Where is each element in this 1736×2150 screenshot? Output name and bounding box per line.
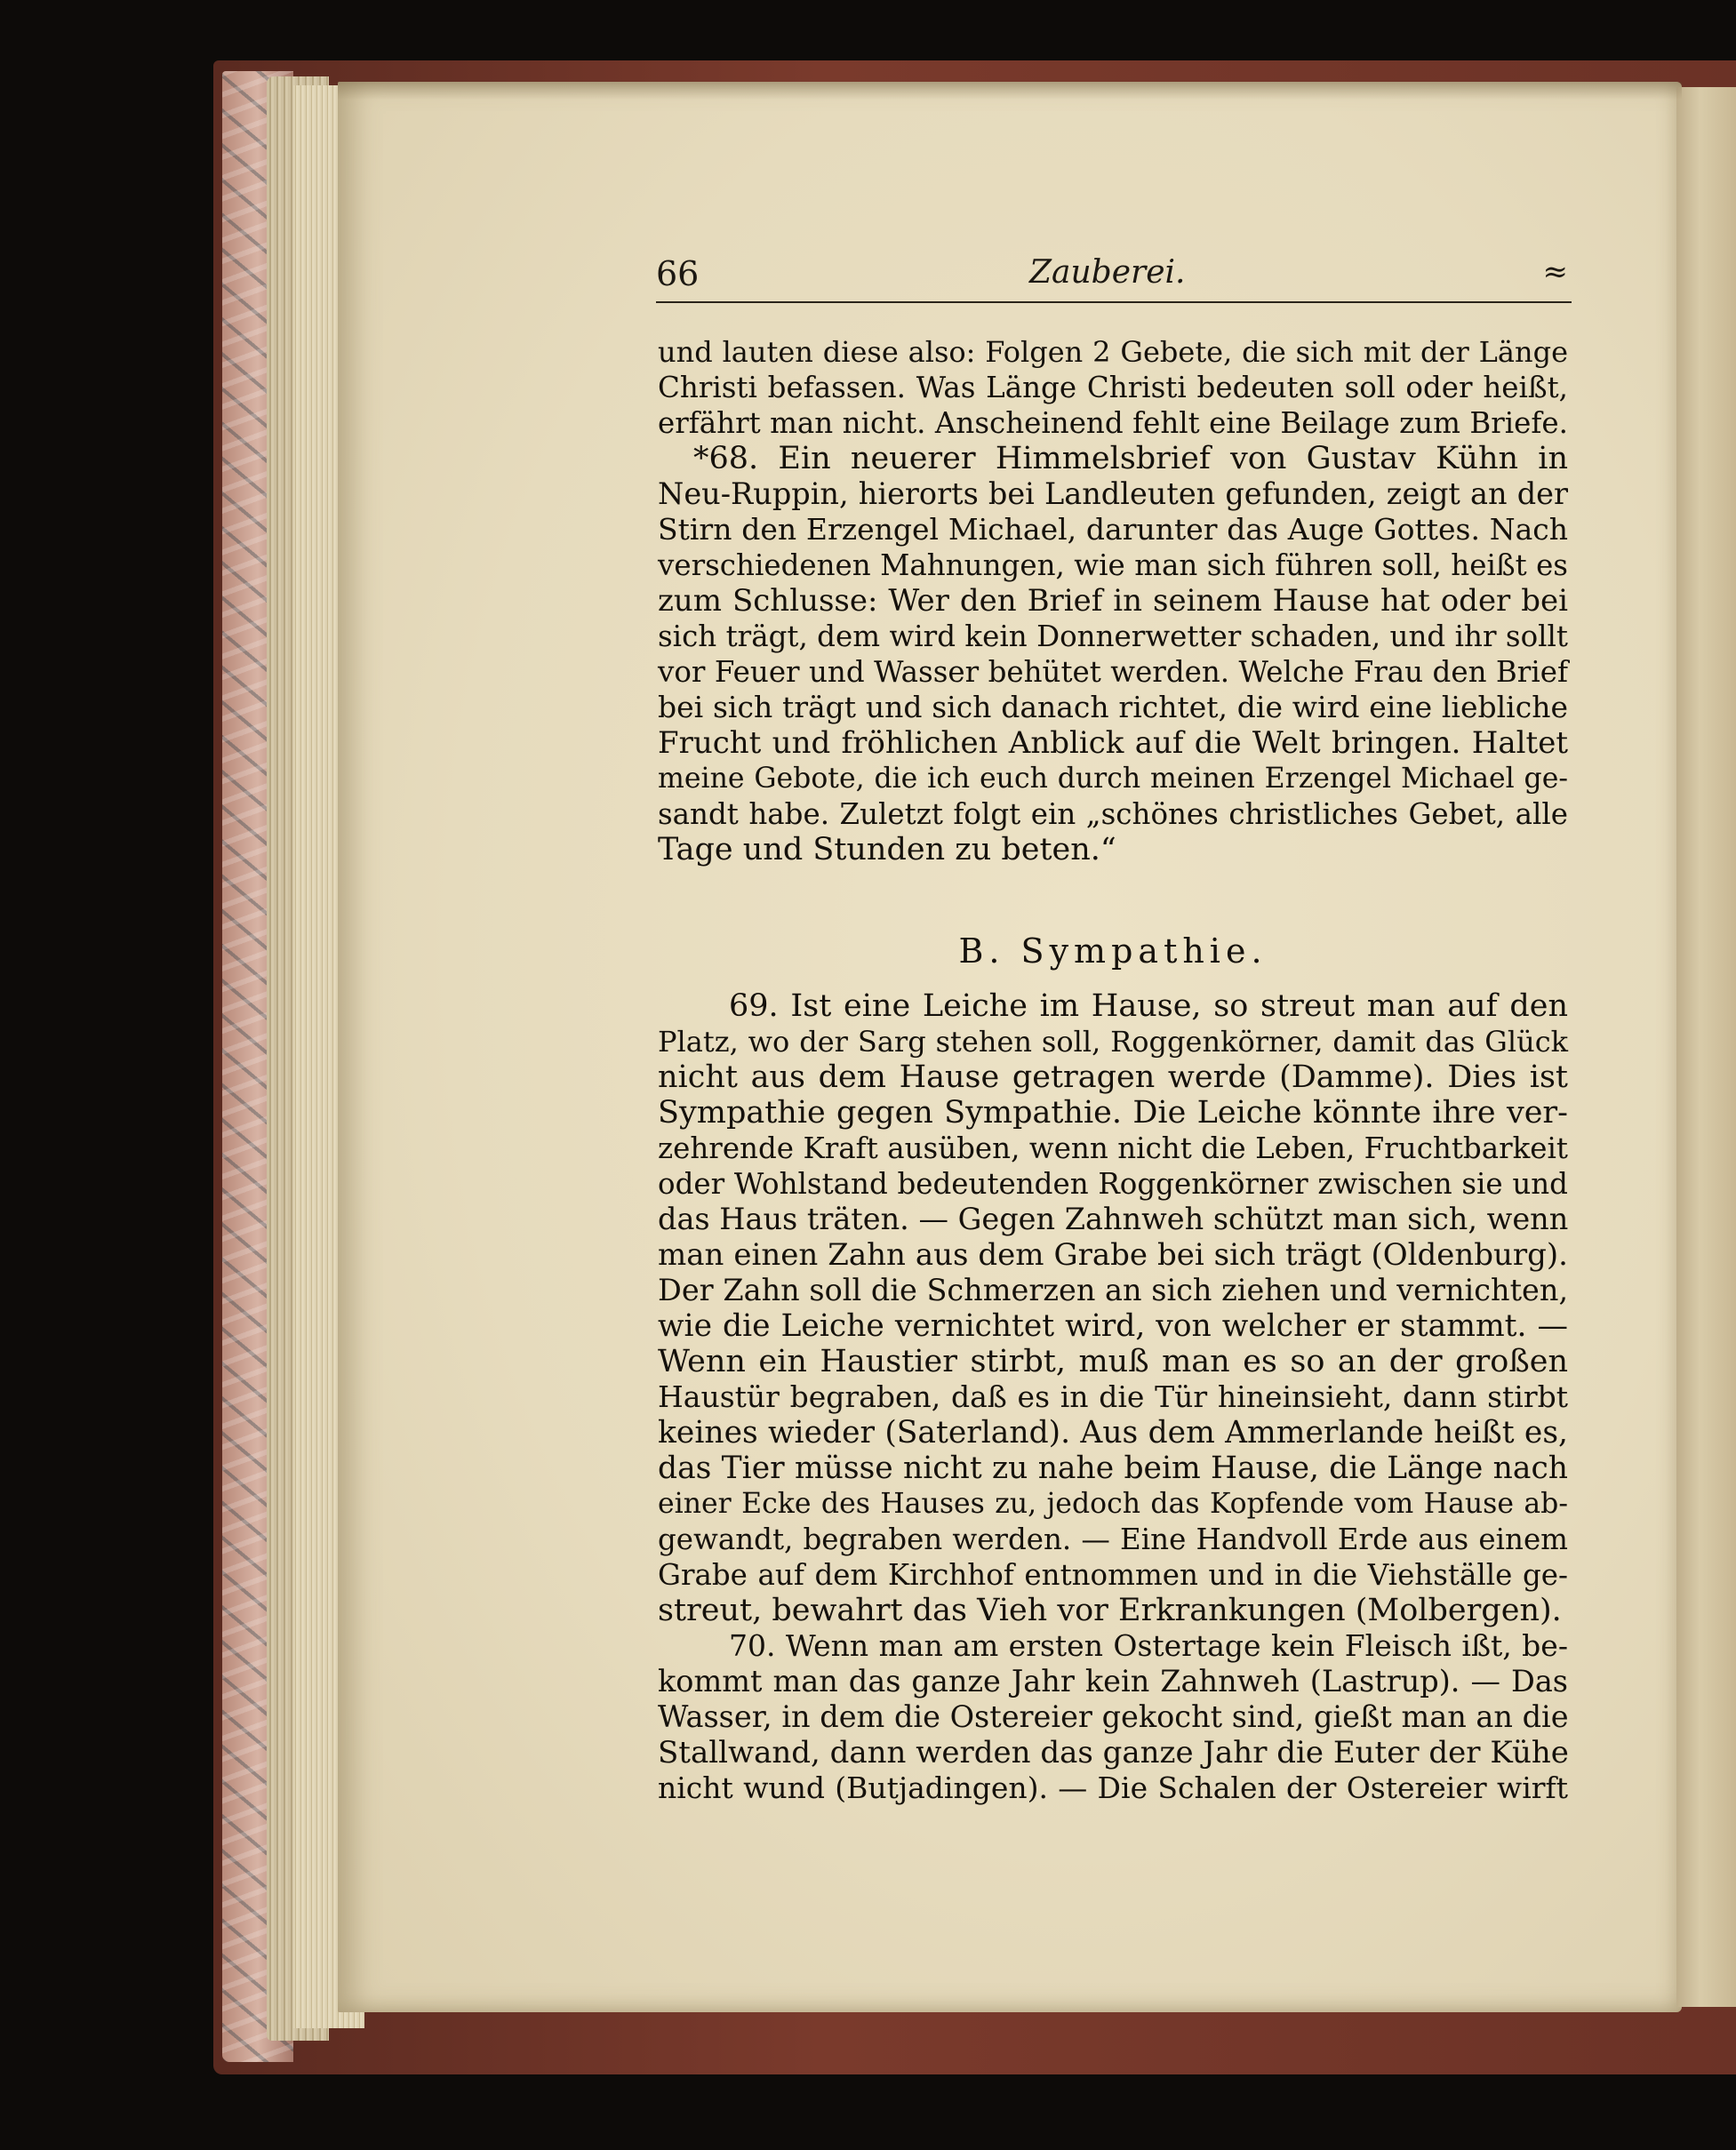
- text-line: bei sich trägt und sich danach richtet, die wird eine liebliche: [658, 690, 1568, 724]
- text-line: streut, bewahrt das Vieh vor Erkrankungen (Molbergen).: [658, 1593, 1562, 1628]
- text-line: das Tier müsse nicht zu nahe beim Hause, die Länge nach: [658, 1451, 1568, 1486]
- text-line: Wenn ein Haustier stirbt, muß man es so an der großen: [658, 1344, 1568, 1379]
- page-shadow: [338, 82, 1682, 100]
- text-line: oder Wohlstand bedeutenden Roggenkörner zwischen sie und: [658, 1167, 1568, 1201]
- text-line: Frucht und fröhlichen Anblick auf die Welt bringen. Haltet: [658, 725, 1568, 761]
- text-line: Stallwand, dann werden das ganze Jahr die Euter der Kühe: [658, 1735, 1569, 1770]
- text-line: keines wieder (Saterland). Aus dem Ammerlande heißt es,: [658, 1415, 1568, 1451]
- text-line: zehrende Kraft ausüben, wenn nicht die Leben, Fruchtbarkeit: [658, 1131, 1568, 1165]
- header-rule: [656, 301, 1572, 303]
- text-line: Grabe auf dem Kirchhof entnommen und in die Viehställe ge-: [658, 1558, 1568, 1592]
- text-line: wie die Leiche vernichtet wird, von welcher er stammt. —: [658, 1308, 1568, 1344]
- facing-page-edge: [1676, 87, 1736, 2007]
- text-line: 69. Ist eine Leiche im Hause, so streut man auf den: [729, 988, 1568, 1024]
- text-line: 70. Wenn man am ersten Ostertage kein Fleisch ißt, be-: [729, 1628, 1568, 1663]
- text-line: einer Ecke des Hauses zu, jedoch das Kopfende vom Hause ab-: [658, 1488, 1568, 1520]
- paragraph-1: [658, 334, 1568, 867]
- text-line: zum Schlusse: Wer den Brief in seinem Hause hat oder bei: [658, 583, 1568, 619]
- text-line: das Haus träten. — Gegen Zahnweh schützt man sich, wenn: [658, 1202, 1569, 1236]
- text-line: nicht aus dem Hause getragen werde (Damme). Dies ist: [658, 1059, 1568, 1095]
- running-head: Zauberei.: [1029, 254, 1186, 291]
- section-heading: B. Sympathie.: [958, 931, 1268, 971]
- text-line: vor Feuer und Wasser behütet werden. Welche Frau den Brief: [658, 655, 1568, 689]
- text-line: und lauten diese also: Folgen 2 Gebete, die sich mit der Länge: [658, 335, 1568, 369]
- text-line: Sympathie gegen Sympathie. Die Leiche könnte ihre ver-: [658, 1095, 1568, 1131]
- text-line: Der Zahn soll die Schmerzen an sich ziehen und vernichten,: [658, 1273, 1569, 1307]
- text-line: nicht wund (Butjadingen). — Die Schalen der Ostereier wirft: [658, 1770, 1568, 1805]
- text-line: gewandt, begraben werden. — Eine Handvoll Erde aus einem: [658, 1523, 1568, 1556]
- text-line: sich trägt, dem wird kein Donnerwetter schaden, und ihr sollt: [658, 619, 1568, 653]
- page-number: 66: [656, 254, 700, 293]
- text-line: Neu-Ruppin, hierorts bei Landleuten gefunden, zeigt an der: [658, 476, 1568, 511]
- text-line: erfährt man nicht. Anscheinend fehlt eine Beilage zum Briefe.: [658, 406, 1568, 440]
- text-line: Christi befassen. Was Länge Christi bedeuten soll oder heißt,: [658, 371, 1568, 404]
- text-line: Haustür begraben, daß es in die Tür hineinsieht, dann stirbt: [658, 1379, 1568, 1414]
- text-line: man einen Zahn aus dem Grabe bei sich trägt (Oldenburg).: [658, 1237, 1568, 1273]
- text-line: Platz, wo der Sarg stehen soll, Roggenkörner, damit das Glück: [658, 1025, 1568, 1059]
- text-line: sandt habe. Zuletzt folgt ein „schönes christliches Gebet, alle: [658, 797, 1568, 831]
- text-line: *68. Ein neuerer Himmelsbrief von Gustav Kühn in: [693, 441, 1568, 476]
- corner-mark: ≈: [1542, 254, 1568, 290]
- text-line: verschiedenen Mahnungen, wie man sich führen soll, heißt es: [658, 548, 1568, 582]
- page-header: [656, 254, 1572, 299]
- text-line: Wasser, in dem die Ostereier gekocht sind, gießt man an die: [658, 1699, 1569, 1734]
- text-line: Stirn den Erzengel Michael, darunter das Auge Gottes. Nach: [658, 512, 1568, 547]
- text-line: meine Gebote, die ich euch durch meinen Erzengel Michael ge-: [658, 763, 1568, 795]
- text-line: Tage und Stunden zu beten.“: [658, 832, 1116, 867]
- text-line: kommt man das ganze Jahr kein Zahnweh (Lastrup). — Das: [658, 1664, 1568, 1698]
- paragraph-2: [658, 988, 1568, 1806]
